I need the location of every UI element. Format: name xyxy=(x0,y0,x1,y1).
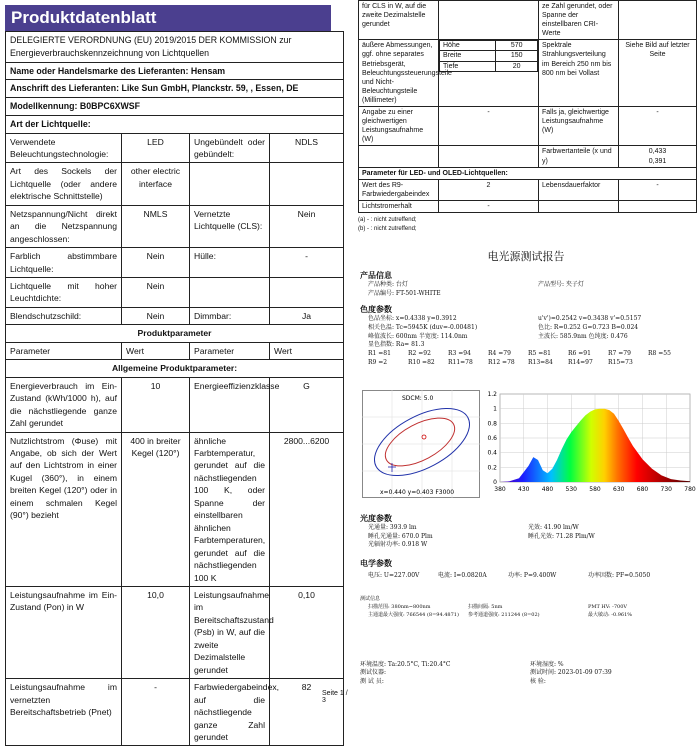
x-tick-label: 630 xyxy=(613,486,625,493)
color-row xyxy=(368,315,700,324)
y-tick-label: 0 xyxy=(493,479,497,486)
table-row xyxy=(6,307,344,324)
y-tick-label: 0.8 xyxy=(487,420,497,428)
header-cell: Parameter xyxy=(190,342,270,359)
param-value: other electric interface xyxy=(122,163,190,205)
footer-value: 环境湿度: % xyxy=(530,660,564,668)
param-value: LED xyxy=(122,133,190,163)
cell-text: - xyxy=(439,107,539,146)
param-label: Vernetzte Lichtquelle (CLS): xyxy=(190,205,270,247)
x-tick-label: 480 xyxy=(541,486,554,493)
param-value xyxy=(270,278,344,308)
elec-value: 电流: I=0.0820A xyxy=(438,572,487,580)
param-label: Farbwiedergabeindex, auf die nächstliegende ganze Zahl gerundet xyxy=(190,679,270,746)
y-tick-label: 1.2 xyxy=(487,391,497,398)
color-value: u'v')=0.2542 v=0.3438 v'=0.5157 xyxy=(538,315,642,323)
color-value: 主波长: 585.9nm 色纯度: 0.476 xyxy=(538,332,628,340)
product-type: 产品种类: 台灯 xyxy=(368,281,408,288)
param-label: Farblich abstimmbare Lichtquelle: xyxy=(6,248,122,278)
ri-value: R8 =55 xyxy=(648,350,671,358)
photo-value: 光效: 41.90 lm/W xyxy=(528,524,579,531)
x-tick-label: 780 xyxy=(684,486,696,493)
ri-value: R3 =94 xyxy=(448,350,471,358)
table-row xyxy=(6,587,344,679)
cell-text: Wert des R9-Farbwiedergabeindex xyxy=(359,179,439,200)
footnote: (b) - : nicht zutreffend; xyxy=(358,225,417,232)
param-value: 10,0 xyxy=(122,587,190,679)
dim-value: 20 xyxy=(496,61,538,71)
ri-value: R4 =79 xyxy=(488,350,511,358)
supplier-address: Anschrift des Lieferanten: Like Sun GmbH, Planckstr. 59, , Essen, DE xyxy=(6,80,344,98)
param-label: Ungebündelt oder gebündelt: xyxy=(190,133,270,163)
test-info-value: 主通道最大强度: 766544 (8=94.4871) xyxy=(368,611,459,618)
param-label: Leistungsaufnahme im Ein-Zustand (Pon) in W xyxy=(6,587,122,679)
test-info-heading: 测试信息 xyxy=(360,595,381,602)
elec-row xyxy=(368,572,700,581)
dim-value: 150 xyxy=(496,51,538,61)
datasheet-panel xyxy=(0,0,348,742)
ri-value: R15=73 xyxy=(608,358,633,366)
table-row xyxy=(6,205,344,247)
cri-value: 显色指数: Ra= 81.3 xyxy=(368,341,425,349)
cell-text: - xyxy=(439,200,539,212)
ri-value: R11=78 xyxy=(448,358,473,366)
color-row xyxy=(368,324,700,333)
param-value: Nein xyxy=(122,248,190,278)
param-label xyxy=(190,278,270,308)
table-row xyxy=(6,163,344,205)
param-label: Dimmbar: xyxy=(190,307,270,324)
cell-text: Siehe Bild auf letzter Seite xyxy=(619,40,697,107)
footer-row xyxy=(360,678,700,687)
cell-text: für CLS in W, auf die zweite Dezimalstelle gerundet xyxy=(359,1,439,40)
cell-text: Spektrale Strahlungsverteilung im Bereich 250 nm bis 800 nm bei Vollast xyxy=(539,40,619,107)
test-info-value: 扫描范围: 380nm~800nm xyxy=(368,603,431,610)
param-value: - xyxy=(270,248,344,278)
ri-row xyxy=(368,359,700,368)
param-value: NDLS xyxy=(270,133,344,163)
color-value: 相关色温: Tc=5945K (duv=-0.00481) xyxy=(368,324,478,332)
continuation-table xyxy=(358,0,697,213)
color-value: 色品坐标: x=0.4338 y=0.3912 xyxy=(368,315,457,323)
param-value: 2800...6200 xyxy=(270,432,344,586)
test-info xyxy=(360,595,700,619)
param-value: 0,10 xyxy=(270,587,344,679)
elec-value: 电压: U=227.00V xyxy=(368,572,420,580)
footer-value: 测 试 员: xyxy=(360,678,384,686)
cell-text: Farbwertanteile (x und y) xyxy=(539,146,619,167)
ri-row xyxy=(368,350,700,359)
dimensions-table xyxy=(439,40,538,71)
ri-value: R6 =91 xyxy=(568,350,591,358)
param-value: Nein xyxy=(270,205,344,247)
product-model: 产品型号: 夹子灯 xyxy=(538,281,584,288)
test-info-row xyxy=(360,611,700,619)
param-label: Lichtquelle mit hoher Leuchtdichte: xyxy=(6,278,122,308)
param-value: 10 xyxy=(122,377,190,432)
elec-value: 功率因数: PF=0.5050 xyxy=(588,572,651,580)
color-params-heading: 色度参数 xyxy=(360,305,392,315)
photo-value: 光辐射功率: 0.918 W xyxy=(368,541,428,549)
y-tick-label: 1 xyxy=(493,405,497,413)
param-value: NMLS xyxy=(122,205,190,247)
photo-params-heading: 光度参数 xyxy=(360,514,392,523)
cie-diagram xyxy=(362,390,480,498)
cell-text: ze Zahl gerundet, oder Spanne der einstellbaren CRI-Werte xyxy=(539,1,619,40)
elec-value: 功率: P=9.400W xyxy=(508,572,557,580)
photo-value: 睡孔光通量: 670.0 Plm xyxy=(368,532,433,540)
ri-value: R7 =79 xyxy=(608,350,631,358)
cell-text: Angabe zu einer gleichwertigen Leistungsaufnahme (W) xyxy=(359,107,439,146)
product-info-heading: 产品信息 xyxy=(360,271,392,280)
color-value: 色比: R=0.252 G=0.723 B=0.024 xyxy=(538,324,639,332)
led-params-heading: Parameter für LED- und OLED-Lichtquellen: xyxy=(359,167,697,179)
dim-label: Tiefe xyxy=(440,61,496,71)
datasheet-title: Produktdatenblatt xyxy=(5,5,331,31)
dim-label: Breite xyxy=(440,51,496,61)
dim-value: 570 xyxy=(496,41,538,51)
product-info-row xyxy=(368,281,700,290)
table-row xyxy=(6,679,344,746)
cie-coords: x=0.440 y=0.403 F3000 xyxy=(380,489,455,496)
light-source-type: Art der Lichtquelle: xyxy=(6,115,344,133)
param-label: Blendschutzschild: xyxy=(6,307,122,324)
y-tick-label: 0.4 xyxy=(487,449,497,457)
param-value: Nein xyxy=(122,278,190,308)
header-cell: Parameter xyxy=(6,342,122,359)
param-label: Nutzlichtstrom (Φuse) mit Angabe, ob sich der Wert auf den Lichtstrom in einer Kugel (360°), in einem breiten Kegel (120°) oder in einem schmalen Kegel (90°) bezieht xyxy=(6,432,122,586)
test-report xyxy=(352,235,700,700)
model-id: Modellkennung: B0BPC6XWSF xyxy=(6,98,344,116)
footnotes xyxy=(358,216,700,234)
ri-value: R14=97 xyxy=(568,358,593,366)
photo-section xyxy=(352,507,700,687)
param-label: Energieeffizienzklasse xyxy=(190,377,270,432)
header-cell: Wert xyxy=(270,342,344,359)
footer-value: 环境温度: Ta:20.5°C, Ti:20.4°C xyxy=(360,660,451,668)
x-tick-label: 680 xyxy=(636,486,649,493)
regulation-text: DELEGIERTE VERORDNUNG (EU) 2019/2015 DER KOMMISSION zur Energieverbrauchskennzeichnung von Lichtquellen xyxy=(6,32,344,63)
param-label: Leistungsaufnahme im Bereitschaftszustand (Psb) in W, auf die zweite Dezimalstelle gerundet xyxy=(190,587,270,679)
cell-text: Lebensdauerfaktor xyxy=(539,179,619,200)
header-cell: Wert xyxy=(122,342,190,359)
param-value: Nein xyxy=(122,307,190,324)
footer-value: 测试仪器: xyxy=(360,669,387,677)
dim-label: Höhe xyxy=(440,41,496,51)
cie-sdcm: SDCM: 5.0 xyxy=(402,395,434,402)
cell-text: Falls ja, gleichwertige Leistungsaufnahme (W) xyxy=(539,107,619,146)
param-label: Art des Sockels der Lichtquelle (oder andere elektrische Schnittstelle) xyxy=(6,163,122,205)
dimensions-label: äußere Abmessungen, ggf. ohne separates Betriebsgerät, Beleuchtungssteuerungsteile und Nicht-Beleuchtungsteile (Millimeter) xyxy=(359,40,439,107)
param-value: Ja xyxy=(270,307,344,324)
ri-value: R10 =82 xyxy=(408,358,435,366)
ri-value: R1 =81 xyxy=(368,350,391,358)
footer-row xyxy=(360,669,700,678)
param-label: Leistungsaufnahme im vernetzten Bereitschaftsbetrieb (Pnet) xyxy=(6,679,122,746)
footer-value: 测试时间: 2023-01-09 07:39 xyxy=(530,669,612,677)
color-value: 峰值波长: 600nm 半宽度: 114.0nm xyxy=(368,332,468,340)
param-value: 400 in breiter Kegel (120°) xyxy=(122,432,190,586)
product-number: 产品编号: FT-501-WHITE xyxy=(368,289,441,297)
table-row xyxy=(6,133,344,163)
param-label: Energieverbrauch im Ein-Zustand (kWh/1000 h), auf die nächstliegende ganze Zahl gerundet xyxy=(6,377,122,432)
general-params-heading: Allgemeine Produktparameter: xyxy=(6,360,344,377)
product-params-heading: Produktparameter xyxy=(6,325,344,342)
ri-value: R12 =78 xyxy=(488,358,515,366)
x-tick-label: 580 xyxy=(589,486,601,493)
param-label: Hülle: xyxy=(190,248,270,278)
ri-value: R9 =2 xyxy=(368,358,388,366)
cell-text: Lichtstromerhalt xyxy=(359,200,439,212)
y-tick-label: 0.6 xyxy=(487,435,497,442)
x-tick-label: 430 xyxy=(518,486,530,493)
param-label xyxy=(190,163,270,205)
test-info-value: 参考通道强度: 211244 (8=02) xyxy=(468,611,540,618)
test-info-value: 最大敏动: -0.961% xyxy=(588,611,633,618)
x-tick-label: 380 xyxy=(494,486,506,493)
footer-value: 核 验: xyxy=(530,678,546,686)
param-value: - xyxy=(122,679,190,746)
cell-text: - xyxy=(619,179,697,200)
ri-value: R2 =92 xyxy=(408,350,431,358)
spectrum-chart xyxy=(480,390,695,498)
datasheet-table xyxy=(5,31,344,746)
x-tick-label: 530 xyxy=(565,486,577,493)
test-info-value: PMT HV: -700V xyxy=(588,603,627,610)
param-label: Netzspannung/Nicht direkt an die Netzspannung angeschlossen: xyxy=(6,205,122,247)
x-tick-label: 730 xyxy=(660,486,672,493)
photo-value: 睡孔光效: 71.28 Plm/W xyxy=(528,532,595,540)
test-info-row xyxy=(360,603,700,611)
param-value xyxy=(270,163,344,205)
report-title: 电光源测试报告 xyxy=(487,250,565,263)
table-row xyxy=(6,278,344,308)
cell-text: - xyxy=(619,107,697,146)
cell-text: 2 xyxy=(439,179,539,200)
param-label: Verwendete Beleuchtungstechnologie: xyxy=(6,133,122,163)
y-tick-label: 0.2 xyxy=(487,464,497,472)
page-number: Seite 1 / 3 xyxy=(322,690,348,704)
table-row xyxy=(6,377,344,432)
photo-row xyxy=(368,524,700,533)
ri-value: R13=84 xyxy=(528,358,553,366)
param-value: 82 xyxy=(270,679,344,746)
footnote: (a) - : nicht zutreffend; xyxy=(358,216,417,223)
table-row xyxy=(6,248,344,278)
report-footer xyxy=(360,661,700,687)
param-label: ähnliche Farbtemperatur, gerundet auf die nächstliegenden 100 K, oder Spanne der einstellbaren ähnlichen Farbtemperaturen, gerundet auf die nächstliegenden 100 K xyxy=(190,432,270,586)
elec-params-heading: 电学参数 xyxy=(360,559,392,569)
photo-value: 光通量: 393.9 lm xyxy=(368,524,417,531)
ri-value: R5 =81 xyxy=(528,350,551,358)
supplier-name: Name oder Handelsmarke des Lieferanten: Hensam xyxy=(6,62,344,80)
param-value: G xyxy=(270,377,344,432)
datasheet-continuation xyxy=(358,0,700,232)
table-row xyxy=(6,432,344,586)
chromaticity-value: 0,433 0,391 xyxy=(619,146,697,167)
test-info-value: 扫描间隔: 5nm xyxy=(468,603,503,610)
